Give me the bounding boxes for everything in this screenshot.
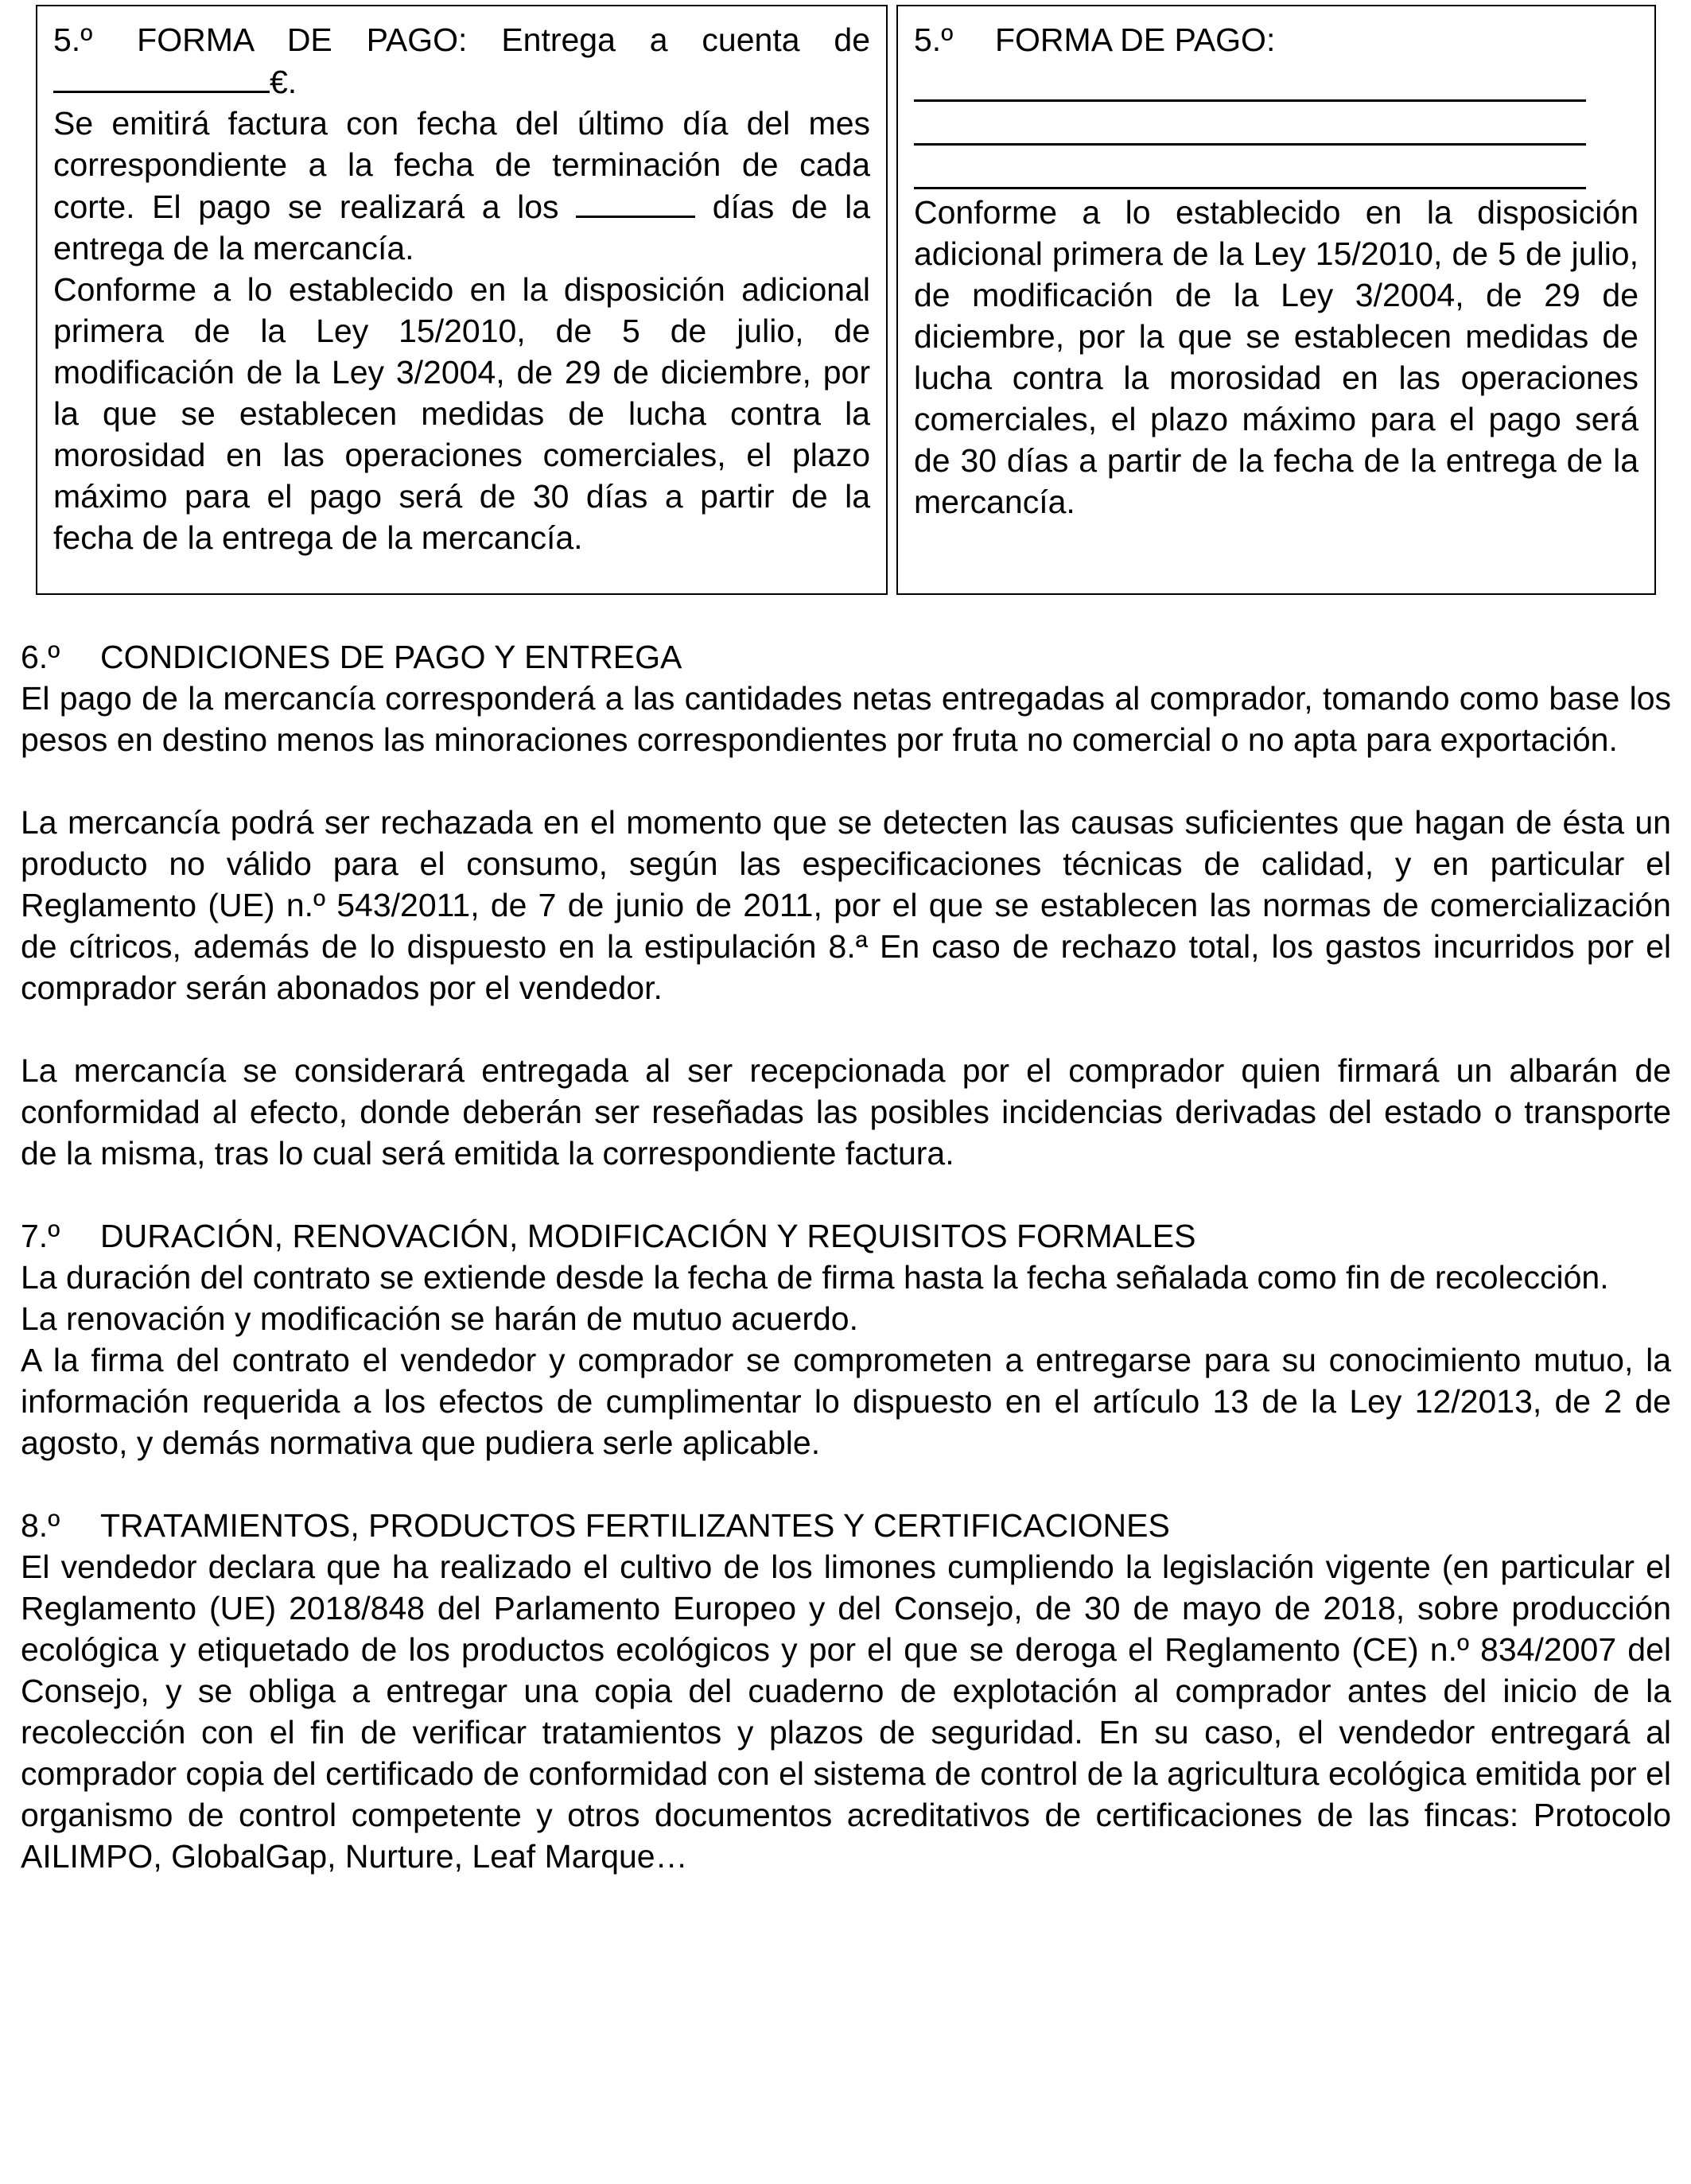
section-7	[21, 1215, 1671, 1463]
right-heading	[914, 19, 1639, 60]
euro-sign: €.	[270, 64, 297, 100]
section-8-heading	[21, 1505, 1671, 1546]
payment-terms-box-left	[36, 5, 888, 595]
payment-terms-box-right	[896, 5, 1656, 595]
section-7-paragraph-3: A la firma del contrato el vendedor y comprador se comprometen a entregarse para su conocimiento mutuo, la información requerida a los efectos de cumplimentar lo dispuesto en el artículo 13 de la Ley 12/2013, de 2 de agosto, y demás normativa que pudiera serle aplicable.	[21, 1342, 1671, 1461]
section-6-title: CONDICIONES DE PAGO Y ENTREGA	[100, 639, 682, 675]
section-6-heading	[21, 636, 1671, 678]
right-heading-number: 5.º	[914, 21, 954, 58]
contract-body	[21, 636, 1671, 1918]
section-6	[21, 636, 1671, 1174]
section-6-paragraph-3: La mercancía se considerará entregada al ser recepcionada por el comprador quien firmará un albarán de conformidad al efecto, donde deberán ser reseñadas las posibles incidencias derivadas del estado o transporte de la misma, tras lo cual será emitida la correspondiente factura.	[21, 1052, 1671, 1172]
invoice-paragraph	[53, 103, 870, 269]
section-7-title: DURACIÓN, RENOVACIÓN, MODIFICACIÓN Y REQUISITOS FORMALES	[100, 1218, 1196, 1254]
invoice-text-end: días de la entrega de la mercancía.	[53, 188, 870, 266]
section-8-number: 8.º	[21, 1507, 60, 1544]
amount-line	[53, 60, 870, 103]
payment-form-blank-1[interactable]	[914, 60, 1586, 102]
section-8-paragraph-1: El vendedor declara que ha realizado el cultivo de los limones cumpliendo la legislación vigente (en particular el Reglamento (UE) 2018/848 del Parlamento Europeo y del Consejo, de 30 de mayo de 2018, sobre producción ecológica y etiquetado de los productos ecológicos y por el que se deroga el Reglamento (CE) n.º 834/2007 del Consejo, y se obliga a entregar una copia del cuaderno de explotación al comprador antes del inicio de la recolección con el fin de verificar tratamientos y plazos de seguridad. En su caso, el vendedor entregará al comprador copia del certificado de conformidad con el sistema de control de la agricultura ecológica emitida por el organismo de control competente y otros documentos acreditativos de certificaciones de las fincas: Protocolo AILIMPO, GlobalGap, Nurture, Leaf Marque…	[21, 1549, 1671, 1875]
section-6-paragraph-2: La mercancía podrá ser rechazada en el momento que se detecten las causas suficientes que hagan de ésta un producto no válido para el consumo, según las especificaciones técnicas de calidad, y en particular el Reglamento (UE) n.º 543/2011, de 7 de junio de 2011, por el que se establecen las normas de comercialización de cítricos, además de lo dispuesto en la estipulación 8.ª En caso de rechazo total, los gastos incurridos por el comprador serán abonados por el vendedor.	[21, 804, 1671, 1006]
left-heading-text: FORMA DE PAGO: Entrega a cuenta de	[137, 21, 870, 58]
section-7-paragraph-1: La duración del contrato se extiende desde la fecha de firma hasta la fecha señalada como fin de recolección.	[21, 1259, 1609, 1296]
amount-blank[interactable]	[53, 60, 270, 93]
right-law-paragraph: Conforme a lo establecido en la disposición adicional primera de la Ley 15/2010, de 5 de julio, de modificación de la Ley 3/2004, de 29 de diciembre, por la que se establecen medidas de lucha contra la morosidad en las operaciones comerciales, el plazo máximo para el pago será de 30 días a partir de la fecha de la entrega de la mercancía.	[914, 194, 1639, 520]
section-7-heading	[21, 1215, 1671, 1257]
left-heading-number: 5.º	[53, 21, 93, 58]
payment-form-blank-3[interactable]	[914, 148, 1586, 189]
section-7-number: 7.º	[21, 1218, 60, 1254]
section-6-number: 6.º	[21, 639, 60, 675]
section-8	[21, 1505, 1671, 1877]
right-heading-text: FORMA DE PAGO:	[995, 21, 1276, 58]
section-7-paragraph-2: La renovación y modificación se harán de mutuo acuerdo.	[21, 1300, 858, 1337]
left-law-paragraph: Conforme a lo establecido en la disposición adicional primera de la Ley 15/2010, de 5 de julio, de modificación de la Ley 3/2004, de 29 de diciembre, por la que se establecen medidas de lucha contra la morosidad en las operaciones comerciales, el plazo máximo para el pago será de 30 días a partir de la fecha de la entrega de la mercancía.	[53, 271, 870, 556]
section-8-title: TRATAMIENTOS, PRODUCTOS FERTILIZANTES Y CERTIFICACIONES	[100, 1507, 1170, 1544]
invoice-text: Se emitirá factura con fecha del último día del mes correspondiente a la fecha de terminación de cada corte. El pago se realizará a los	[53, 105, 870, 225]
days-blank[interactable]	[576, 185, 695, 218]
payment-form-blank-2[interactable]	[914, 104, 1586, 146]
section-6-paragraph-1: El pago de la mercancía corresponderá a las cantidades netas entregadas al comprador, tomando como base los pesos en destino menos las minoraciones correspondientes por fruta no comercial o no apta para exportación.	[21, 680, 1671, 758]
left-heading-line	[53, 19, 870, 60]
